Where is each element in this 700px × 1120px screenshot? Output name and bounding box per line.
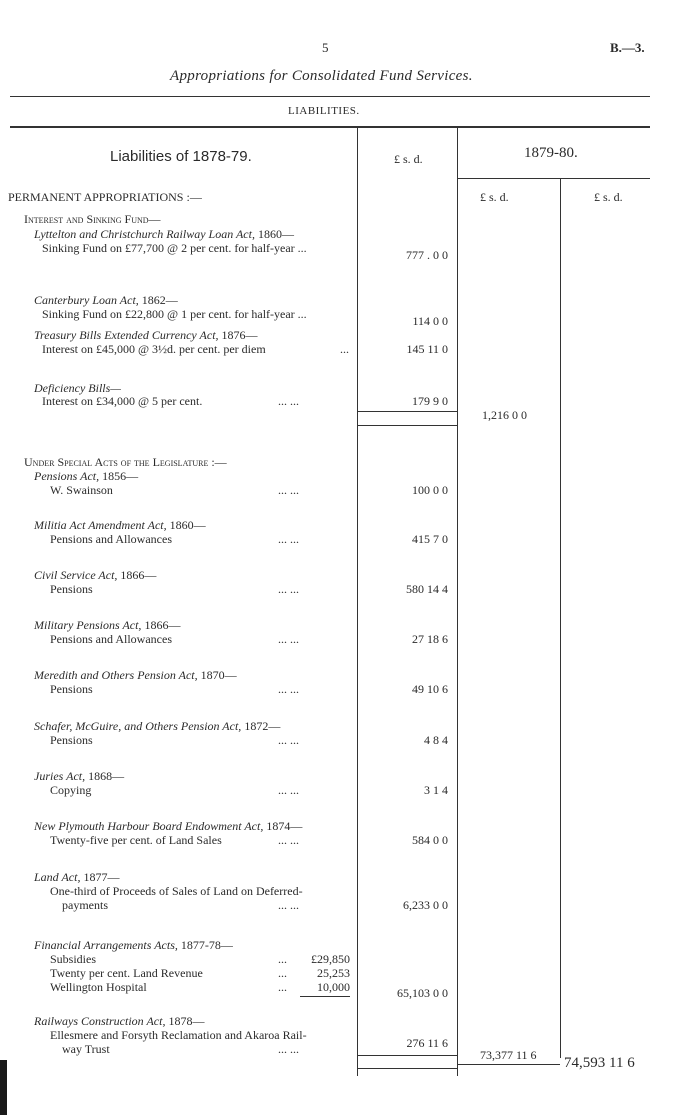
financial-sum-rule bbox=[300, 996, 350, 997]
financial-line-label: Subsidies bbox=[50, 952, 97, 966]
special-item-desc: Pensions bbox=[50, 582, 93, 596]
interest-sinking-fund-heading: Interest and Sinking Fund— bbox=[24, 212, 161, 226]
interest-item-desc: Sinking Fund on £22,800 @ 1 per cent. for half-year ... bbox=[42, 307, 307, 321]
leader-dots: ... ... bbox=[278, 394, 299, 408]
leader-dots: ... ... bbox=[278, 483, 299, 497]
interest-item-amount: 777 . 0 0 bbox=[406, 248, 448, 262]
financial-line-label: Wellington Hospital bbox=[50, 980, 147, 994]
leader-dots: ... bbox=[278, 952, 287, 966]
lsd-heading-c: £ s. d. bbox=[594, 190, 623, 204]
financial-line-value: 10,000 bbox=[317, 980, 350, 994]
leader-dots: ... ... bbox=[278, 582, 299, 596]
special-item-amount: 415 7 0 bbox=[412, 532, 448, 546]
rule-year-heading bbox=[457, 178, 650, 179]
page-title: Appropriations for Consolidated Fund Services. bbox=[170, 68, 473, 84]
interest-item-act: Lyttelton and Christchurch Railway Loan Act, 1860— bbox=[34, 227, 294, 241]
special-item-desc: Copying bbox=[50, 783, 92, 797]
section-title: LIABILITIES. bbox=[288, 105, 360, 117]
interest-item-act: Deficiency Bills— bbox=[34, 381, 121, 395]
special-item-amount: 100 0 0 bbox=[412, 483, 448, 497]
liabilities-heading: Liabilities of 1878-79. bbox=[110, 148, 252, 165]
land-act-desc: One-third of Proceeds of Sales of Land on Deferred- bbox=[50, 884, 303, 898]
railways-amount: 276 11 6 bbox=[406, 1036, 448, 1050]
interest-item-desc: Interest on £45,000 @ 3½d. per cent. per diem bbox=[42, 342, 266, 356]
interest-item-desc: Interest on £34,000 @ 5 per cent. bbox=[42, 394, 203, 408]
total-rule bbox=[457, 1064, 560, 1065]
lsd-heading-b: £ s. d. bbox=[480, 190, 509, 204]
special-item-act: Pensions Act, 1856— bbox=[34, 469, 139, 483]
column-rule-1 bbox=[357, 128, 358, 1076]
special-item-amount: 4 8 4 bbox=[424, 733, 448, 747]
subtotal-rule bbox=[357, 1055, 457, 1056]
special-item-act: Schafer, McGuire, and Others Pension Act, 1872— bbox=[34, 719, 281, 733]
interest-item-amount: 179 9 0 bbox=[412, 394, 448, 408]
special-item-amount: 3 1 4 bbox=[424, 783, 448, 797]
special-item-desc: Pensions bbox=[50, 682, 93, 696]
rule-top bbox=[10, 96, 650, 97]
column-rule-2 bbox=[457, 128, 458, 1076]
special-item-desc: Pensions and Allowances bbox=[50, 632, 172, 646]
special-acts-heading: Under Special Acts of the Legislature :— bbox=[24, 455, 227, 469]
special-item-desc: W. Swainson bbox=[50, 483, 113, 497]
financial-line-label: Twenty per cent. Land Revenue bbox=[50, 966, 203, 980]
page-edge-shadow bbox=[0, 1060, 7, 1115]
leader-dots: ... ... bbox=[278, 833, 299, 847]
special-item-desc: Pensions and Allowances bbox=[50, 532, 172, 546]
special-item-amount: 49 10 6 bbox=[412, 682, 448, 696]
document-reference: B.—3. bbox=[610, 40, 645, 55]
leader-dots: ... ... bbox=[278, 783, 299, 797]
interest-item-amount: 145 11 0 bbox=[406, 342, 448, 356]
railways-desc: way Trust bbox=[62, 1042, 110, 1056]
special-item-amount: 580 14 4 bbox=[406, 582, 448, 596]
leader-dots: ... ... bbox=[278, 733, 299, 747]
financial-line-value: £29,850 bbox=[311, 952, 350, 966]
leader-dots: ... bbox=[340, 342, 349, 356]
special-item-act: Civil Service Act, 1866— bbox=[34, 568, 157, 582]
special-item-act: Militia Act Amendment Act, 1860— bbox=[34, 518, 206, 532]
page-number: 5 bbox=[322, 40, 329, 55]
leader-dots: ... ... bbox=[278, 632, 299, 646]
interest-item-act: Canterbury Loan Act, 1862— bbox=[34, 293, 178, 307]
grand-total: 74,593 11 6 bbox=[564, 1055, 635, 1071]
leader-dots: ... ... bbox=[278, 532, 299, 546]
interest-total: 1,216 0 0 bbox=[482, 408, 527, 422]
interest-item-act: Treasury Bills Extended Currency Act, 1876— bbox=[34, 328, 258, 342]
financial-act-title: Financial Arrangements Acts, 1877-78— bbox=[34, 938, 233, 952]
leader-dots: ... ... bbox=[278, 682, 299, 696]
special-item-act: Juries Act, 1868— bbox=[34, 769, 125, 783]
special-item-desc: Pensions bbox=[50, 733, 93, 747]
rule-section bbox=[10, 126, 650, 128]
special-item-act: Meredith and Others Pension Act, 1870— bbox=[34, 668, 237, 682]
railways-desc: Ellesmere and Forsyth Reclamation and Akaroa Rail- bbox=[50, 1028, 307, 1042]
leader-dots: ... bbox=[278, 980, 287, 994]
land-act-title: Land Act, 1877— bbox=[34, 870, 120, 884]
railways-act-title: Railways Construction Act, 1878— bbox=[34, 1014, 205, 1028]
interest-item-amount: 114 0 0 bbox=[412, 314, 448, 328]
land-act-desc: payments bbox=[62, 898, 108, 912]
subtotal-rule bbox=[357, 425, 457, 426]
financial-line-value: 25,253 bbox=[317, 966, 350, 980]
financial-amount: 65,103 0 0 bbox=[397, 986, 448, 1000]
special-item-amount: 584 0 0 bbox=[412, 833, 448, 847]
year-heading: 1879-80. bbox=[524, 145, 578, 161]
permanent-appropriations-heading: PERMANENT APPROPRIATIONS :— bbox=[8, 190, 202, 204]
leader-dots: ... ... bbox=[278, 898, 299, 912]
special-item-act: Military Pensions Act, 1866— bbox=[34, 618, 181, 632]
special-item-act: New Plymouth Harbour Board Endowment Act, 1874— bbox=[34, 819, 303, 833]
leader-dots: ... bbox=[278, 966, 287, 980]
lsd-heading-a: £ s. d. bbox=[394, 152, 423, 166]
land-act-amount: 6,233 0 0 bbox=[403, 898, 448, 912]
leader-dots: ... ... bbox=[278, 1042, 299, 1056]
special-total: 73,377 11 6 bbox=[480, 1048, 537, 1062]
subtotal-rule bbox=[357, 1068, 457, 1069]
subtotal-rule bbox=[357, 411, 457, 412]
special-item-desc: Twenty-five per cent. of Land Sales bbox=[50, 833, 222, 847]
interest-item-desc: Sinking Fund on £77,700 @ 2 per cent. for half-year ... bbox=[42, 241, 307, 255]
column-rule-3 bbox=[560, 178, 561, 1058]
special-item-amount: 27 18 6 bbox=[412, 632, 448, 646]
